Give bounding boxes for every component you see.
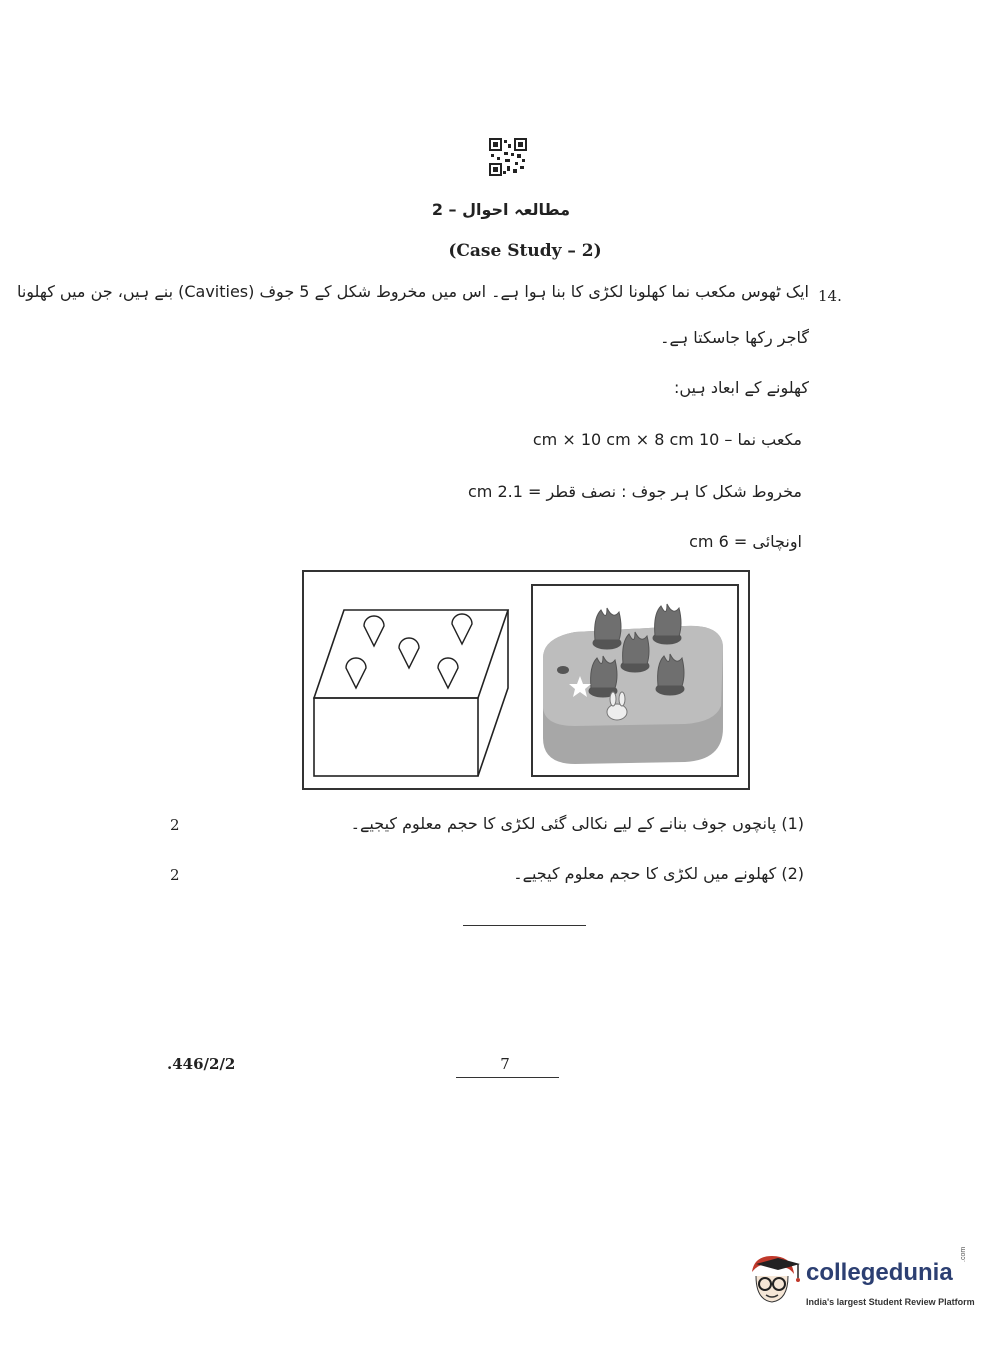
dimension-cone-height: اونچائی = 6 cm [689, 532, 802, 551]
page-number-rule [456, 1077, 559, 1078]
cuboid-diagram [310, 598, 520, 784]
qr-code-icon [489, 138, 527, 176]
subquestion-1-marks: 2 [170, 816, 180, 834]
collegedunia-brand-name: collegedunia [806, 1259, 953, 1286]
collegedunia-mascot-icon [742, 1250, 804, 1310]
dimensions-heading: کھلونے کے ابعاد ہیں: [673, 378, 809, 397]
page-number: 7 [500, 1055, 510, 1073]
cone-cavity-icons [346, 614, 472, 688]
case-study-title-english: (Case Study – 2) [448, 241, 602, 261]
case-study-title-urdu: مطالعہ احوال – 2 [431, 200, 570, 219]
end-of-question-rule [463, 925, 586, 926]
dimension-cone-radius: مخروط شکل کا ہر جوف : نصف قطر = 2.1 cm [467, 482, 802, 501]
collegedunia-tagline: India's largest Student Review Platform [806, 1297, 975, 1307]
subquestion-2-marks: 2 [170, 866, 180, 884]
paper-code: .446/2/2 [167, 1055, 236, 1073]
question-number: 14. [818, 287, 842, 305]
question-text-line-2: گاجر رکھا جاسکتا ہے۔ [660, 328, 809, 347]
subquestion-2: (2) کھلونے میں لکڑی کا حجم معلوم کیجیے۔ [513, 864, 804, 883]
subquestion-1: (1) پانچوں جوف بنانے کے لیے نکالی گئی لکڑی کا حجم معلوم کیجیے۔ [350, 814, 804, 833]
question-text-line-1: ایک ٹھوس مکعب نما کھلونا لکڑی کا بنا ہوا ہے۔ اس میں مخروط شکل کے 5 جوف (Cavities) بنے ہیں، جن میں کھلونا [16, 282, 809, 301]
toy-photo [535, 588, 735, 773]
collegedunia-dotcom: .com [960, 1246, 967, 1262]
ladybug-icon [557, 666, 569, 674]
dimension-cuboid: مکعب نما – 10 cm × 10 cm × 8 cm [532, 430, 802, 449]
